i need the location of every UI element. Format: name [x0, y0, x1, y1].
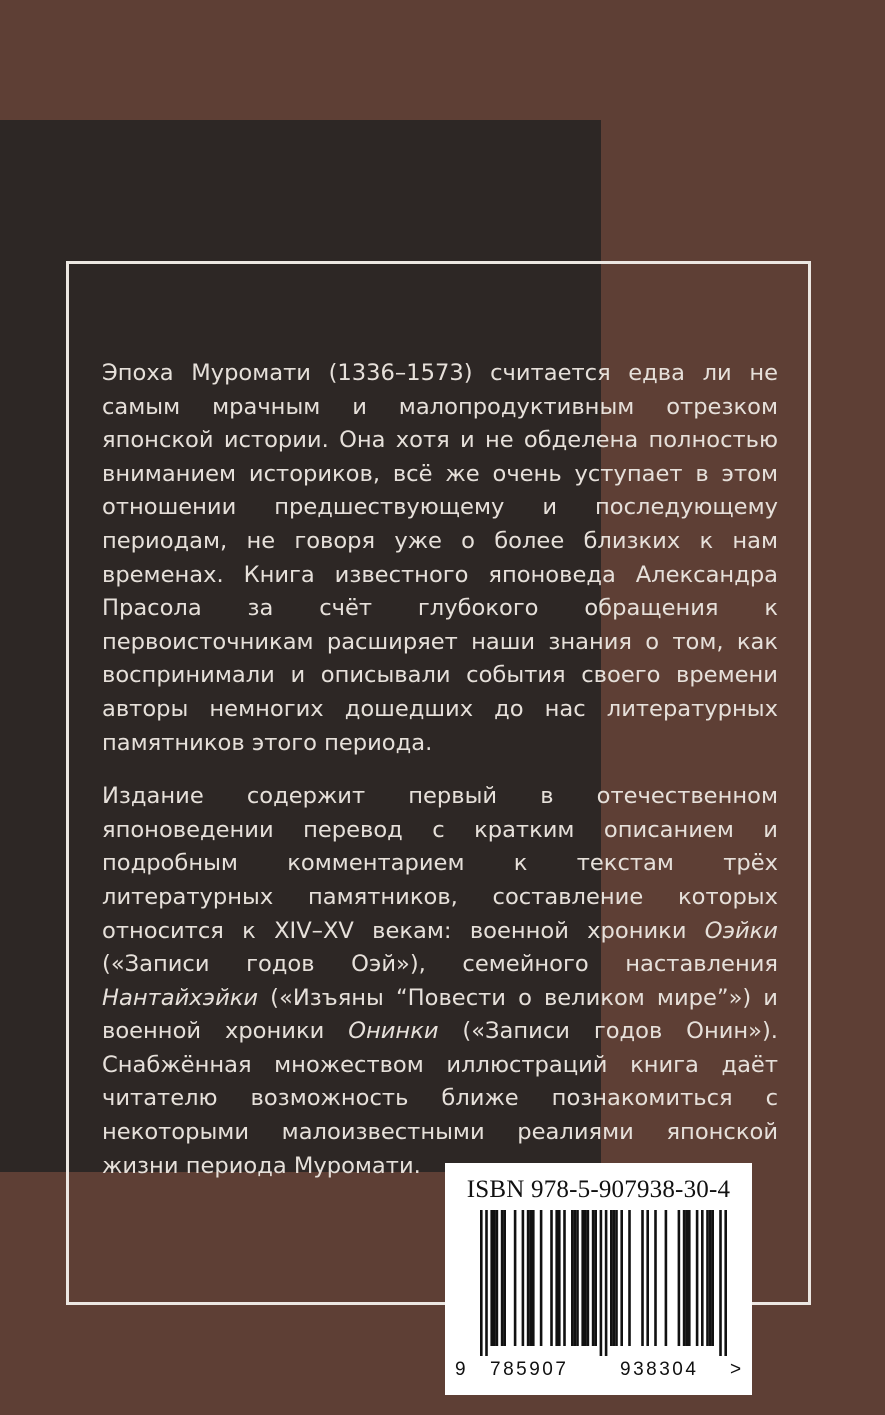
barcode-bar	[685, 1210, 688, 1346]
barcode-bar	[678, 1210, 681, 1346]
barcode-bar	[581, 1210, 584, 1346]
barcode-bar	[514, 1210, 517, 1346]
barcode-bar	[496, 1210, 499, 1346]
barcode-bar	[711, 1210, 714, 1346]
barcode-bar	[706, 1210, 709, 1346]
barcode-bar	[628, 1210, 631, 1346]
barcode-bar	[594, 1210, 597, 1346]
barcode-bar	[563, 1210, 566, 1346]
barcode-bar	[480, 1210, 483, 1356]
barcode-bar	[709, 1210, 712, 1346]
barcode-bar	[665, 1210, 668, 1346]
barcode-bar	[701, 1210, 704, 1346]
isbn-label: ISBN 978-5-907938-30-4	[466, 1176, 731, 1203]
description-paragraph-2: Издание содержит первый в отечественном японоведении перевод с кратким описанием и подробным комментарием к текстам трёх литературных памятников, составление которых относится к XIV–XV векам: военной хроники Оэйки («Записи годов Оэй»), семейного наставления Нантайхэйки («Изъяны “Повести о великом мире”») и военной хроники Онинки («Записи годов Онин»). Снабжённая множеством иллюстраций книга даёт читателю возможность ближе познакомиться с некоторыми малоизвестными реалиями японской жизни периода Муромати.	[102, 783, 778, 1179]
barcode-digits-right: 938304	[620, 1359, 699, 1380]
barcode-bar	[485, 1210, 488, 1356]
barcode-bar	[529, 1210, 532, 1346]
barcode-bar	[503, 1210, 506, 1346]
barcode-bar	[592, 1210, 595, 1346]
title-oeiki: Оэйки	[704, 917, 778, 944]
barcode-bar	[571, 1210, 574, 1346]
barcode	[465, 1210, 732, 1356]
title-nantaiheiki: Нантайхэйки	[102, 984, 259, 1011]
barcode-bar	[600, 1210, 603, 1356]
barcode-bar	[493, 1210, 496, 1346]
barcode-bar	[558, 1210, 561, 1346]
barcode-bar	[605, 1210, 608, 1356]
barcode-bar	[696, 1210, 699, 1346]
barcode-bar	[613, 1210, 616, 1346]
back-cover-description	[102, 357, 778, 1203]
barcode-bar	[540, 1210, 543, 1346]
barcode-bar	[646, 1210, 649, 1346]
barcode-digits-left: 785907	[490, 1359, 569, 1380]
barcode-bar	[587, 1210, 590, 1346]
barcode-bar	[641, 1210, 644, 1346]
barcode-bar	[501, 1210, 504, 1346]
barcode-bar	[683, 1210, 686, 1346]
barcode-bar	[724, 1210, 727, 1356]
barcode-digit-first: 9	[455, 1359, 466, 1380]
barcode-bar	[576, 1210, 579, 1346]
description-paragraph-1: Эпоха Муромати (1336–1573) считается едва ли не самым мрачным и малопродуктивным отрезком японской истории. Она хотя и не обделена полностью вниманием историков, всё же очень уступает в этом отношении предшествующему и последующему периодам, не говоря уже о более близких к нам временах. Книга известного японоведа Александра Прасола за счёт глубокого обращения к первоисточникам расширяет наши знания о том, как воспринимали и описывали события своего времени авторы немногих дошедших до нас литературных памятников этого периода.	[102, 360, 778, 756]
barcode-bar	[620, 1210, 623, 1346]
isbn-barcode-box	[445, 1163, 752, 1395]
barcode-bar	[688, 1210, 691, 1346]
barcode-bar	[615, 1210, 618, 1346]
barcode-arrow: >	[730, 1359, 742, 1380]
barcode-bar	[527, 1210, 530, 1346]
barcode-bar	[719, 1210, 722, 1356]
title-oninki: Онинки	[348, 1018, 439, 1045]
barcode-bar	[610, 1210, 613, 1346]
barcode-bar	[584, 1210, 587, 1346]
barcode-bar	[555, 1210, 558, 1346]
barcode-bar	[522, 1210, 525, 1346]
barcode-bar	[550, 1210, 553, 1346]
barcode-bar	[490, 1210, 493, 1346]
barcode-bar	[574, 1210, 577, 1346]
barcode-bar	[654, 1210, 657, 1346]
barcode-bar	[532, 1210, 535, 1346]
